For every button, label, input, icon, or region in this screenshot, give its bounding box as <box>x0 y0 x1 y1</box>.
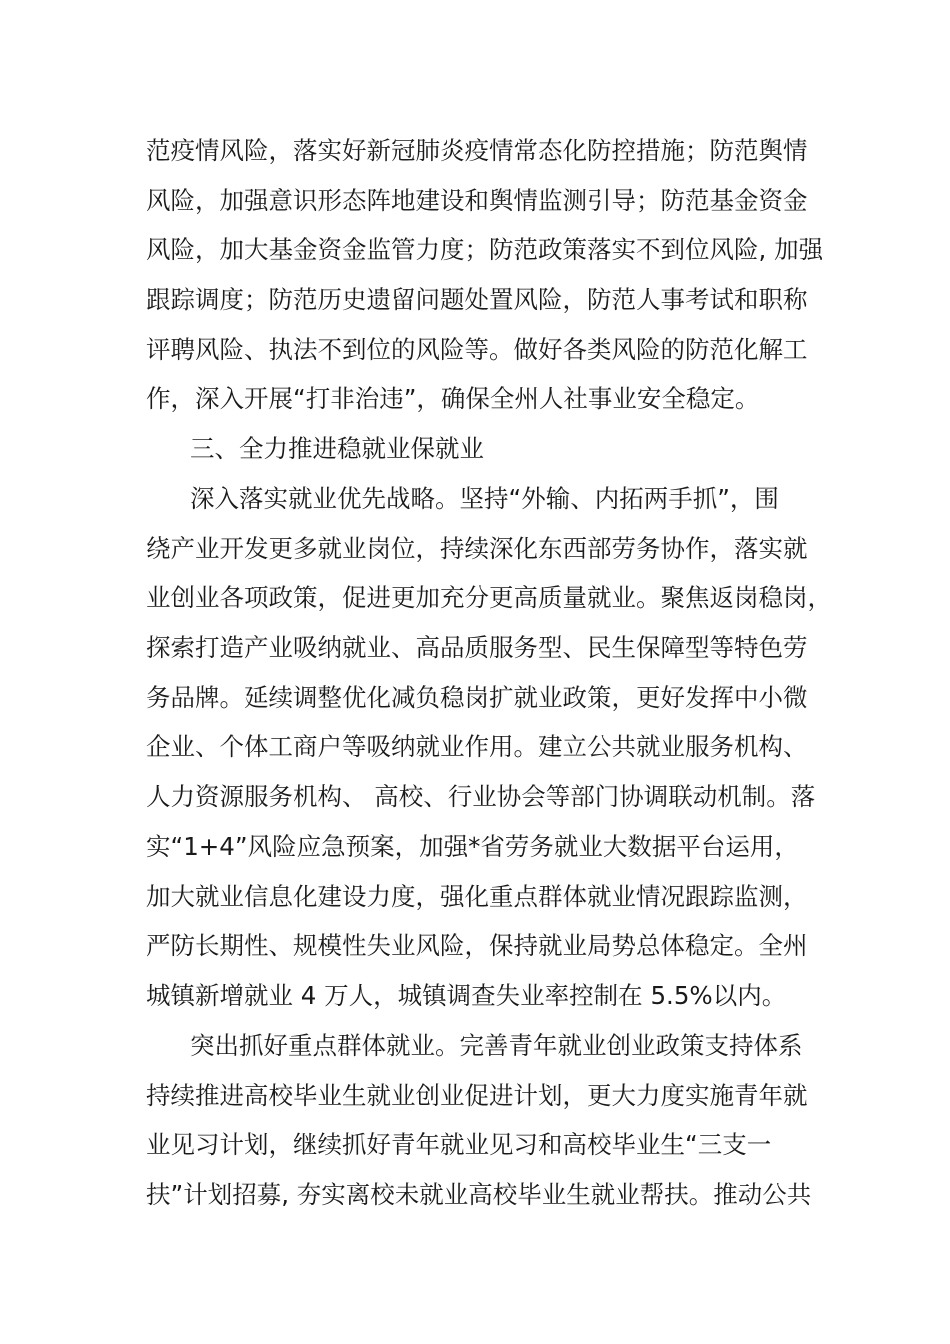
section-heading: 三、全力推进稳就业保就业 <box>190 434 484 463</box>
text-line: 扶”计划招募, 夯实离校未就业高校毕业生就业帮扶。推动公共 <box>146 1180 812 1209</box>
text-line: 风险，加强意识形态阵地建设和舆情监测引导；防范基金资金 <box>146 186 808 215</box>
text-line: 持续推进高校毕业生就业创业促进计划，更大力度实施青年就 <box>146 1081 808 1110</box>
text-line: 业见习计划，继续抓好青年就业见习和高校毕业生“三支一 <box>146 1130 772 1159</box>
text-line: 企业、个体工商户等吸纳就业作用。建立公共就业服务机构、 <box>146 732 808 761</box>
text-line: 务品牌。延续调整优化减负稳岗扩就业政策，更好发挥中小微 <box>146 683 808 712</box>
text-line: 绕产业开发更多就业岗位，持续深化东西部劳务协作，落实就 <box>146 534 808 563</box>
text-line: 作，深入开展“打非治违”，确保全州人社事业安全稳定。 <box>146 384 760 413</box>
text-line: 业创业各项政策，促进更加充分更高质量就业。聚焦返岗稳岗， <box>146 583 832 612</box>
text-line: 范疫情风险，落实好新冠肺炎疫情常态化防控措施；防范舆情 <box>146 136 808 165</box>
paragraph-first-line: 深入落实就业优先战略。坚持“外输、内拓两手抓”，围 <box>190 484 779 513</box>
text-line: 风险，加大基金资金监管力度；防范政策落实不到位风险, 加强 <box>146 235 824 264</box>
text-line: 城镇新增就业 4 万人，城镇调查失业率控制在 5.5%以内。 <box>146 981 787 1010</box>
text-line: 人力资源服务机构、 高校、行业协会等部门协调联动机制。落 <box>146 782 816 811</box>
text-line: 跟踪调度；防范历史遗留问题处置风险，防范人事考试和职称 <box>146 285 808 314</box>
text-line: 评聘风险、执法不到位的风险等。做好各类风险的防范化解工 <box>146 335 808 364</box>
text-line: 加大就业信息化建设力度，强化重点群体就业情况跟踪监测， <box>146 882 808 911</box>
text-line: 严防长期性、规模性失业风险，保持就业局势总体稳定。全州 <box>146 931 808 960</box>
text-line: 实“1+4”风险应急预案，加强*省劳务就业大数据平台运用， <box>146 832 799 861</box>
text-line: 探索打造产业吸纳就业、高品质服务型、民生保障型等特色劳 <box>146 633 808 662</box>
paragraph-first-line: 突出抓好重点群体就业。完善青年就业创业政策支持体系 <box>190 1031 803 1060</box>
